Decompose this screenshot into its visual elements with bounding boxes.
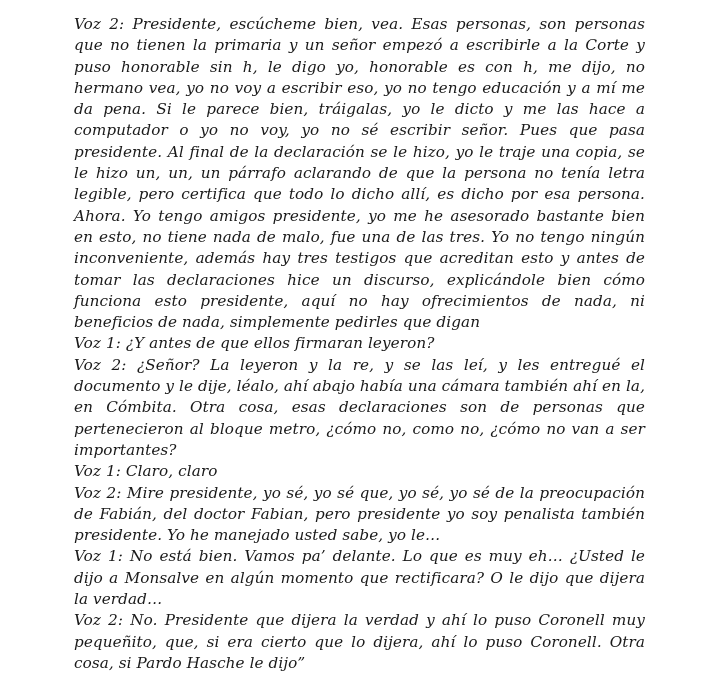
transcript-paragraph: Voz 2: ¿Señor? La leyeron y la re, y se las leí, y les entregué el documento y le dije, léalo, ahí abajo había una cámara también ahí en la, en Cómbita. Otra cosa, esas declaraciones son de personas que pertenecieron al bloque metro, ¿cómo no, como no, ¿cómo no van a ser importantes? <box>74 355 645 459</box>
transcript-paragraph: Voz 2: Presidente, escúcheme bien, vea. Esas personas, son personas que no tienen la primaria y un señor empezó a escribirle a la Corte y puso honorable sin h, le digo yo, honorable es con h, me dijo, no hermano vea, yo no voy a escribir eso, yo no tengo educación y a mí me da pena. Si le parece bien, tráigalas, yo le dicto y me las hace a computador o yo no voy, yo no sé escribir señor. Pues que pasa presidente. Al final de la declaración se le hizo, yo le traje una copia, se le hizo un, un, un párrafo aclarando de que la persona no tenía letra legible, pero certifica que todo lo dicho allí, es dicho por esa persona. Ahora. Yo tengo amigos presidente, yo me he asesorado bastante bien en esto, no tiene nada de malo, fue una de las tres. Yo no tengo ningún inconveniente, además hay tres testigos que acreditan esto y antes de tomar las declaraciones hice un discurso, explicándole bien cómo funciona esto presidente, aquí no hay ofrecimientos de nada, ni beneficios de nada, simplemente pedirles que digan <box>74 15 645 332</box>
transcript-paragraph: Voz 1: Claro, claro <box>74 462 218 481</box>
transcript-paragraph: Voz 2: No. Presidente que dijera la verdad y ahí lo puso Coronell muy pequeñito, que, si era cierto que lo dijera, ahí lo puso Coronell. Otra cosa, si Pardo Hasche le dijo” <box>74 611 645 672</box>
transcript-paragraph: Voz 2: Mire presidente, yo sé, yo sé que, yo sé, yo sé de la preocupación de Fabián, del doctor Fabian, pero presidente yo soy penalista también presidente. Yo he manejado usted sabe, yo le… <box>74 483 645 545</box>
transcript-paragraph: Voz 1: No está bien. Vamos pa’ delante. Lo que es muy eh… ¿Usted le dijo a Monsalve en algún momento que rectificara? O le dijo que dijera la verdad… <box>74 547 645 609</box>
transcript-body <box>74 14 645 674</box>
transcript-paragraph: Voz 1: ¿Y antes de que ellos firmaran leyeron? <box>74 334 435 353</box>
